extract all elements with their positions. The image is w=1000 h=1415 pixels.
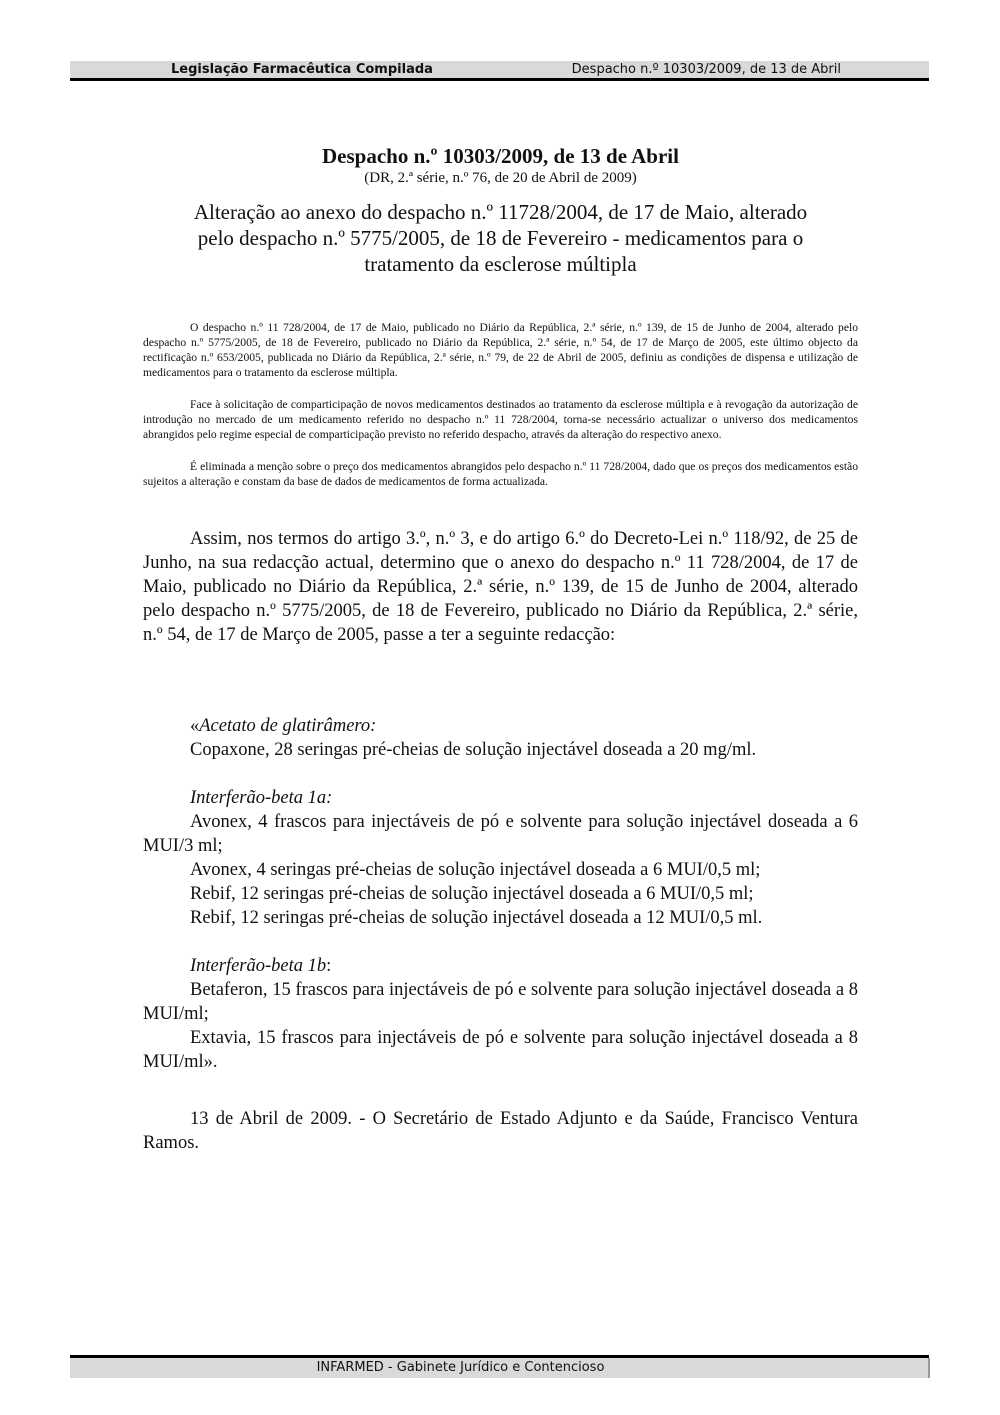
drug-substance-name: Interferão-beta 1b [190,956,327,976]
document-title: Despacho n.º 10303/2009, de 13 de Abril [322,144,679,168]
preamble [143,320,858,506]
heading-suffix: : [326,956,332,976]
signature-paragraph: 13 de Abril de 2009. - O Secretário de Estado Adjunto e da Saúde, Francisco Ventura Ramos. [143,1109,858,1153]
decree-section [143,527,858,647]
annex-item: Avonex, 4 seringas pré-cheias de solução injectável doseada a 6 MUI/0,5 ml; [190,860,761,880]
annex-section [143,714,858,1098]
annex-item: Rebif, 12 seringas pré-cheias de solução injectável doseada a 6 MUI/0,5 ml; [190,884,754,904]
document-source: (DR, 2.ª série, n.º 76, de 20 de Abril de 2009) [364,170,637,186]
header-document-ref: Despacho n.º 10303/2009, de 13 de Abril [571,62,841,77]
annex-group-heading [143,954,858,978]
signature-section [143,1107,858,1155]
footer-divider [928,1358,930,1378]
drug-substance-name: Interferão-beta 1a: [190,788,333,808]
document-subject: Alteração ao anexo do despacho n.º 11728/2004, de 17 de Maio, alterado pelo despacho n.º 5775/2005, de 18 de Fevereiro - medicamentos para o tratamento da esclerose múltipla [193,200,808,276]
annex-item: Rebif, 12 seringas pré-cheias de solução injectável doseada a 12 MUI/0,5 ml. [190,908,763,928]
open-quote: « [190,716,200,736]
annex-group [143,714,858,762]
decree-paragraph: Assim, nos termos do artigo 3.º, n.º 3, e do artigo 6.º do Decreto-Lei n.º 118/92, de 25 de Junho, na sua redacção actual, determino que o anexo do despacho n.º 11 728/2004, de 17 de Maio, publicado no Diário da República, 2.ª série, n.º 139, de 15 de Junho de 2004, alterado pelo despacho n.º 5775/2005, de 18 de Fevereiro, publicado no Diário da República, 2.ª série, n.º 54, de 17 de Março de 2005, passe a ter a seguinte redacção: [143,529,858,645]
annex-group [143,786,858,930]
preamble-paragraph: Face à solicitação de comparticipação de novos medicamentos destinados ao tratamento da esclerose múltipla e à revogação da autorização de introdução no mercado de um medicamento referido no despacho n.º 11 728/2004, torna-se necessário actualizar o universo dos medicamentos abrangidos pelo regime especial de comparticipação previsto no referido despacho, através da alteração do respectivo anexo. [143,398,858,441]
annex-item: Betaferon, 15 frascos para injectáveis de pó e solvente para solução injectável doseada a 8 MUI/ml; [143,980,858,1024]
header-publication-title: Legislação Farmacêutica Compilada [171,62,433,77]
annex-group-heading [143,786,858,810]
annex-group [143,954,858,1074]
drug-substance-name: Acetato de glatirâmero: [199,716,377,736]
annex-item: Avonex, 4 frascos para injectáveis de pó e solvente para solução injectável doseada a 6 MUI/3 ml; [143,812,858,856]
page-header [70,61,929,81]
page-footer [70,1355,929,1378]
annex-group-heading [143,714,858,738]
footer-text: INFARMED - Gabinete Jurídico e Contencioso [316,1360,605,1375]
annex-item: Extavia, 15 frascos para injectáveis de pó e solvente para solução injectável doseada a 8 MUI/ml». [143,1028,858,1072]
preamble-paragraph: É eliminada a menção sobre o preço dos medicamentos abrangidos pelo despacho n.º 11 728/2004, dado que os preços dos medicamentos estão sujeitos a alteração e constam da base de dados de medicamentos de forma actualizada. [143,460,858,488]
annex-item: Copaxone, 28 seringas pré-cheias de solução injectável doseada a 20 mg/ml. [190,740,757,760]
preamble-paragraph: O despacho n.º 11 728/2004, de 17 de Maio, publicado no Diário da República, 2.ª série, n.º 139, de 15 de Junho de 2004, alterado pelo despacho n.º 5775/2005, de 18 de Fevereiro, publicado no Diário da República, 2.ª série, n.º 54, de 17 de Março de 2005, este último objecto da rectificação n.º 653/2005, publicada no Diário da República, 2.ª série, n.º 79, de 22 de Abril de 2005, definiu as condições de dispensa e utilização de medicamentos para o tratamento da esclerose múltipla. [143,321,858,379]
